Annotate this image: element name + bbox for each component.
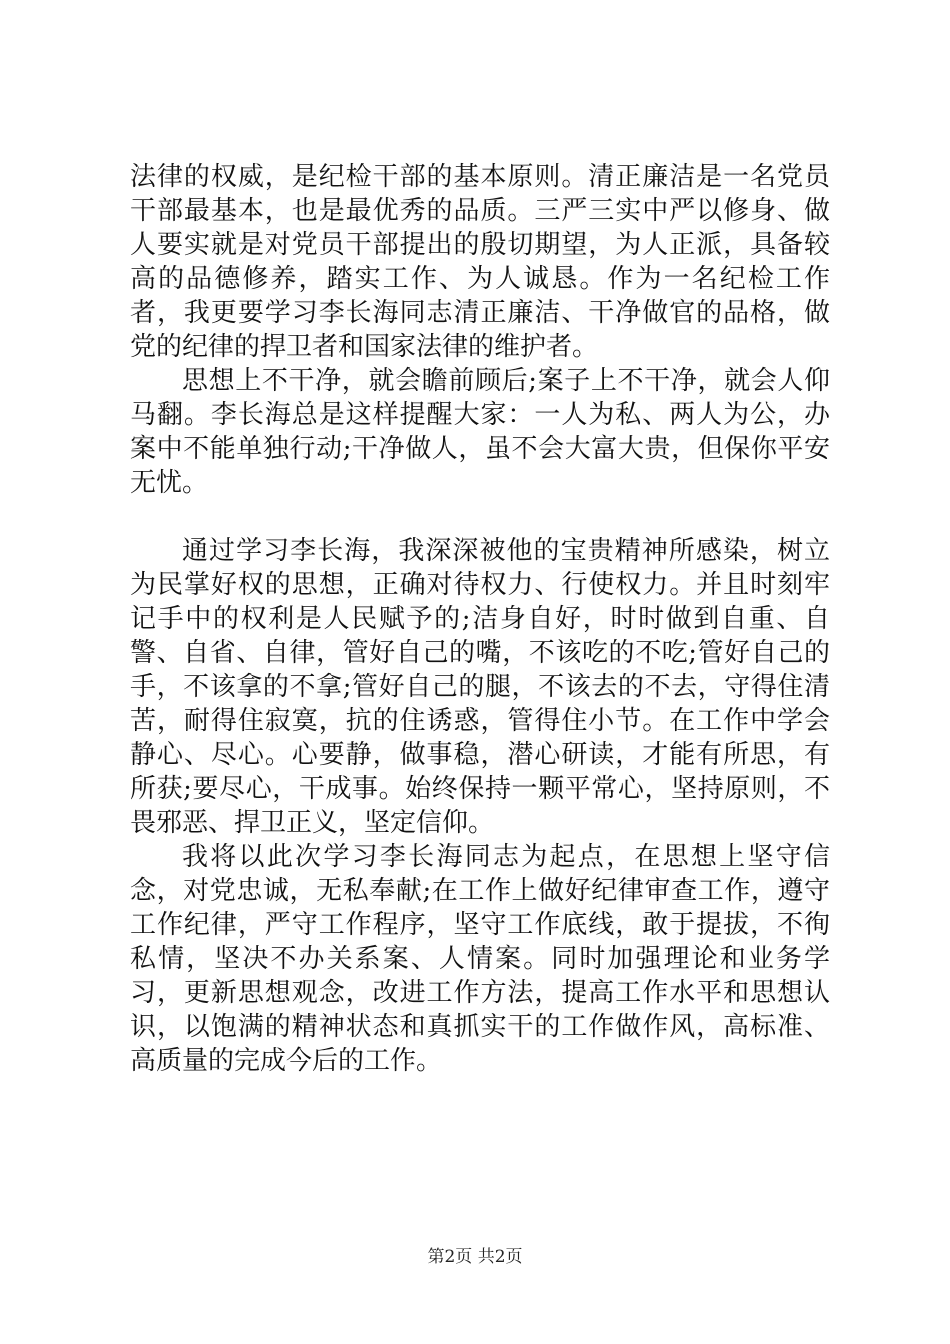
paragraph: 思想上不干净，就会瞻前顾后;案子上不干净，就会人仰马翻。李长海总是这样提醒大家：一人为私、两人为公，办案中不能单独行动;干净做人，虽不会大富大贵，但保你平安无忧。 <box>130 366 830 498</box>
paragraph-continued: 法律的权威，是纪检干部的基本原则。清正廉洁是一名党员干部最基本，也是最优秀的品质。三严三实中严以修身、做人要实就是对党员干部提出的殷切期望，为人正派，具备较高的品德修养，踏实工作、为人诚恳。作为一名纪检工作者，我更要学习李长海同志清正廉洁、干净做官的品格，做党的纪律的捍卫者和国家法律的维护者。 <box>130 162 830 362</box>
document-body <box>130 160 830 1078</box>
paragraph: 我将以此次学习李长海同志为起点，在思想上坚守信念，对党忠诚，无私奉献;在工作上做好纪律审查工作，遵守工作纪律，严守工作程序，坚守工作底线，敢于提拔，不徇私情，坚决不办关系案、人情案。同时加强理论和业务学习，更新思想观念，改进工作方法，提高工作水平和思想认识，以饱满的精神状态和真抓实干的工作做作风，高标准、高质量的完成今后的工作。 <box>130 842 830 1076</box>
page-footer: 第2页 共2页 <box>427 1247 523 1267</box>
paragraph: 通过学习李长海，我深深被他的宝贵精神所感染，树立为民掌好权的思想，正确对待权力、行使权力。并且时刻牢记手中的权利是人民赋予的;洁身自好，时时做到自重、自警、自省、自律，管好自己的嘴，不该吃的不吃;管好自己的手，不该拿的不拿;管好自己的腿，不该去的不去，守得住清苦，耐得住寂寞，抗的住诱惑，管得住小节。在工作中学会静心、尽心。心要静，做事稳，潜心研读，才能有所思，有所获;要尽心，干成事。始终保持一颗平常心，坚持原则，不畏邪恶、捍卫正义，坚定信仰。 <box>130 536 830 838</box>
